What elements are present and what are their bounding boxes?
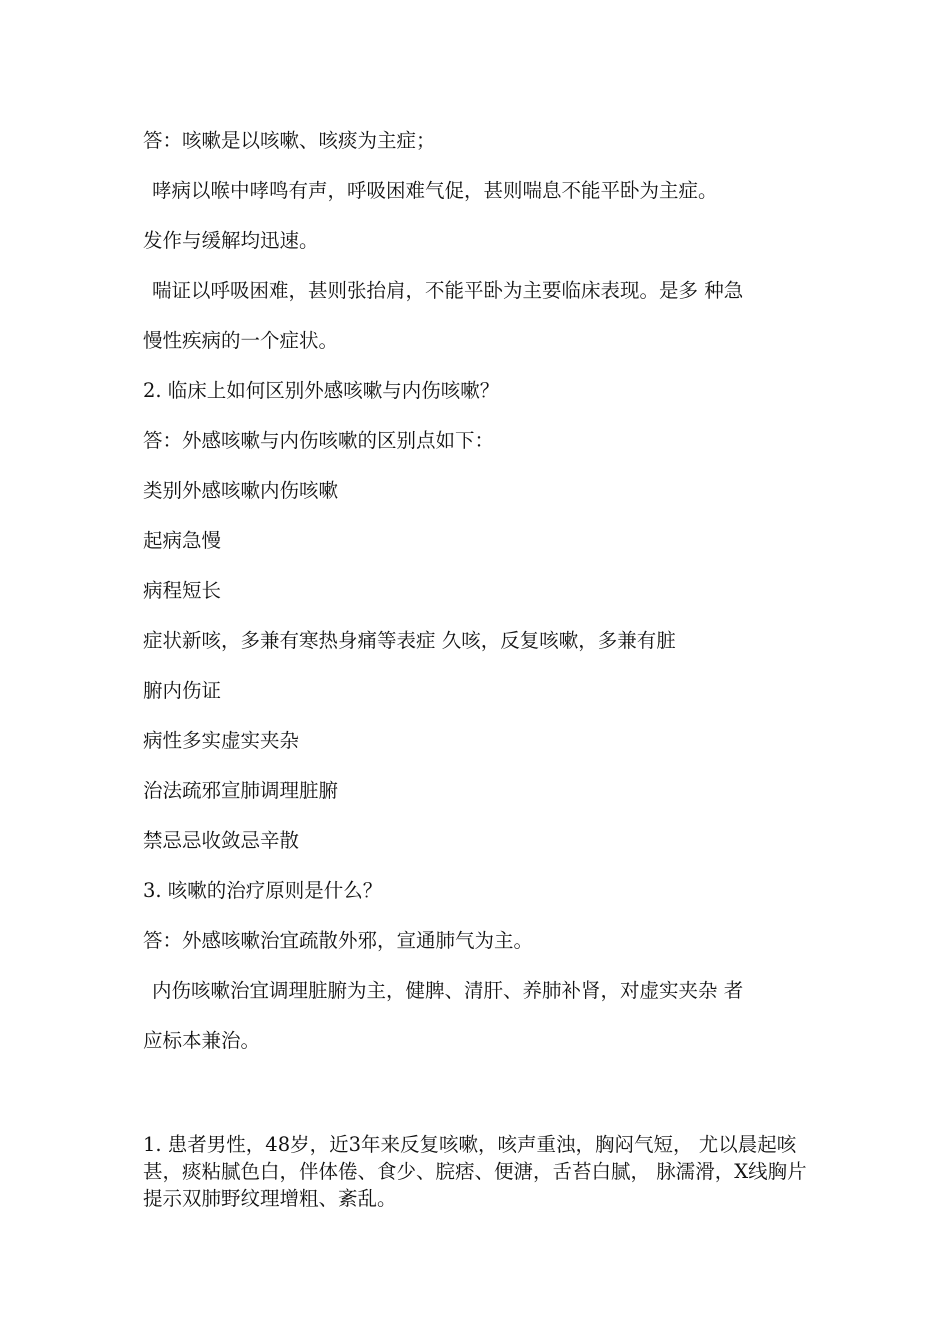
- answer-2-intro: 答：外感咳嗽与内伤咳嗽的区别点如下：: [143, 429, 495, 452]
- answer-line-5: 慢性疾病的一个症状。: [143, 329, 339, 352]
- answer-3-line-3: 应标本兼治。: [143, 1029, 261, 1052]
- answer-line-3: 发作与缓解均迅速。: [143, 229, 319, 252]
- answer-line-4: 喘证以呼吸困难，甚则张抬肩，不能平卧为主要临床表现。是多 种急: [152, 279, 744, 302]
- table-row-course: 病程短长: [143, 579, 222, 602]
- table-row-treatment: 治法疏邪宣肺调理脏腑: [143, 779, 339, 802]
- case-paragraph: 1. 患者男性，48岁，近3年来反复咳嗽，咳声重浊，胸闷气短， 尤以晨起咳甚，痰粘腻色白，伴体倦、食少、脘痞、便溏，舌苔白腻， 脉濡滑，X线胸片提示双肺野纹理增粗、紊乱。: [143, 1133, 807, 1210]
- table-row-onset: 起病急慢: [143, 529, 222, 552]
- table-row-nature: 病性多实虚实夹杂: [143, 729, 300, 752]
- table-row-category: 类别外感咳嗽内伤咳嗽: [143, 479, 339, 502]
- table-row-contraindication: 禁忌忌收敛忌辛散: [143, 829, 300, 852]
- table-row-symptoms-cont: 腑内伤证: [143, 679, 222, 702]
- table-row-symptoms: 症状新咳，多兼有寒热身痛等表症 久咳，反复咳嗽，多兼有脏: [143, 629, 676, 652]
- answer-3-line-2: 内伤咳嗽治宜调理脏腑为主，健脾、清肝、养肺补肾，对虚实夹杂 者: [152, 979, 744, 1002]
- question-2: 2. 临床上如何区别外感咳嗽与内伤咳嗽？: [143, 379, 500, 402]
- answer-line-1: 答：咳嗽是以咳嗽、咳痰为主症；: [143, 129, 436, 152]
- answer-3-line-1: 答：外感咳嗽治宜疏散外邪，宣通肺气为主。: [143, 929, 534, 952]
- question-3: 3. 咳嗽的治疗原则是什么？: [143, 879, 383, 902]
- answer-line-2: 哮病以喉中哮鸣有声，呼吸困难气促，甚则喘息不能平卧为主症。: [152, 179, 718, 202]
